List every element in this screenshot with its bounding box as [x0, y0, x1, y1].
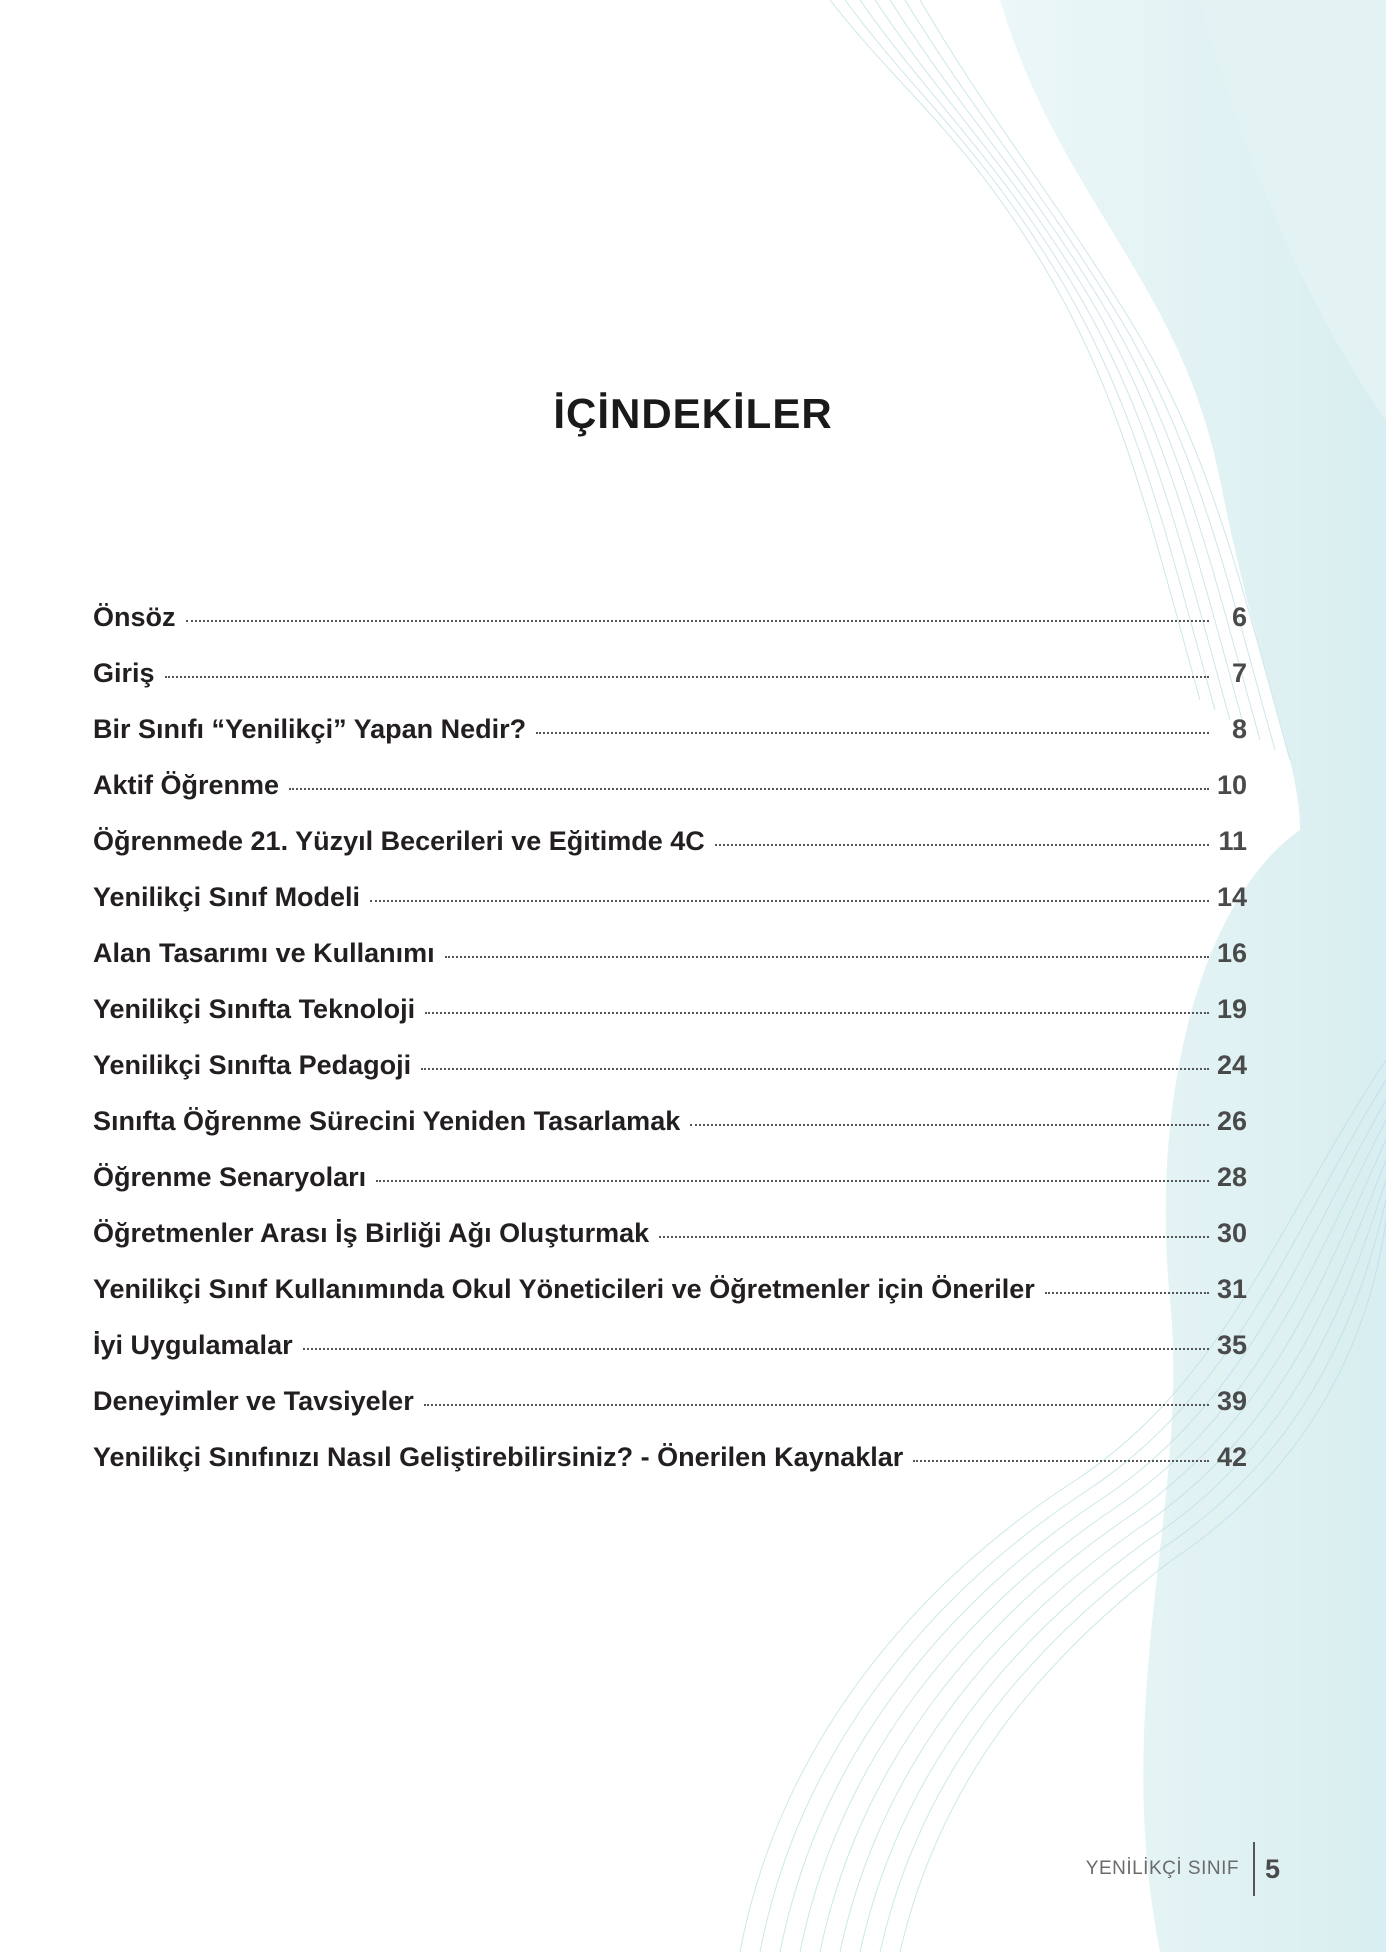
toc-dot-leader: [289, 788, 1209, 790]
toc-dot-leader: [913, 1460, 1209, 1462]
toc-entry-label: Önsöz: [93, 602, 176, 632]
toc-entry-page: 14: [1216, 882, 1247, 912]
toc-entry-page: 16: [1216, 938, 1247, 968]
toc-entry-page: 19: [1216, 994, 1247, 1024]
toc-dot-leader: [421, 1068, 1209, 1070]
toc-entry[interactable]: [93, 1386, 1247, 1442]
toc-entry-page: 10: [1216, 770, 1247, 800]
toc-dot-leader: [445, 956, 1209, 958]
page-title: İÇİNDEKİLER: [553, 390, 833, 437]
toc-entry-page: 30: [1216, 1218, 1247, 1248]
toc-dot-leader: [424, 1404, 1209, 1406]
toc-entry-page: 31: [1216, 1274, 1247, 1304]
page-number: 5: [1264, 1853, 1280, 1884]
toc-entry-label: Yenilikçi Sınıfta Pedagoji: [93, 1050, 412, 1080]
toc-entry-label: Yenilikçi Sınıf Kullanımında Okul Yöneticileri ve Öğretmenler için Öneriler: [93, 1274, 1035, 1304]
toc-entry-label: Yenilikçi Sınıf Modeli: [93, 882, 361, 912]
toc-entry-page: 6: [1231, 602, 1247, 632]
toc-entry-page: 7: [1231, 658, 1247, 688]
toc-entry-label: Yenilikçi Sınıfta Teknoloji: [93, 994, 416, 1024]
toc-dot-leader: [659, 1236, 1209, 1238]
toc-entry-label: Giriş: [93, 658, 155, 688]
toc-entry[interactable]: [93, 658, 1247, 714]
toc-entry-page: 24: [1216, 1050, 1247, 1080]
toc-entry[interactable]: [93, 1218, 1247, 1274]
page-footer: [1086, 1844, 1280, 1894]
footer-divider: [1253, 1842, 1255, 1896]
toc-dot-leader: [303, 1348, 1209, 1350]
toc-entry[interactable]: [93, 938, 1247, 994]
toc-dot-leader: [1045, 1292, 1209, 1294]
toc-entry-page: 35: [1216, 1330, 1247, 1360]
toc-entry[interactable]: [93, 1050, 1247, 1106]
toc-entry-page: 11: [1218, 826, 1247, 856]
toc-entry[interactable]: [93, 1162, 1247, 1218]
toc-entry[interactable]: [93, 602, 1247, 658]
toc-entry-page: 39: [1216, 1386, 1247, 1416]
table-of-contents: [93, 602, 1247, 1498]
toc-entry-label: Sınıfta Öğrenme Sürecini Yeniden Tasarlamak: [93, 1106, 681, 1136]
toc-entry[interactable]: [93, 714, 1247, 770]
toc-entry[interactable]: [93, 1442, 1247, 1498]
toc-dot-leader: [186, 620, 1209, 622]
toc-entry-label: Öğrenmede 21. Yüzyıl Becerileri ve Eğitimde 4C: [93, 826, 705, 856]
toc-entry-page: 28: [1216, 1162, 1247, 1192]
toc-entry-label: Öğrenme Senaryoları: [93, 1162, 367, 1192]
toc-entry[interactable]: [93, 826, 1247, 882]
toc-entry-page: 42: [1216, 1442, 1247, 1472]
toc-dot-leader: [690, 1124, 1209, 1126]
toc-entry[interactable]: [93, 882, 1247, 938]
toc-entry-label: Deneyimler ve Tavsiyeler: [93, 1386, 414, 1416]
toc-entry-label: Bir Sınıfı “Yenilikçi” Yapan Nedir?: [93, 714, 527, 744]
toc-entry-label: Aktif Öğrenme: [93, 770, 280, 800]
toc-dot-leader: [536, 732, 1209, 734]
toc-entry[interactable]: [93, 1106, 1247, 1162]
toc-entry-label: İyi Uygulamalar: [93, 1330, 293, 1360]
toc-entry[interactable]: [93, 1330, 1247, 1386]
toc-entry[interactable]: [93, 994, 1247, 1050]
toc-entry-label: Alan Tasarımı ve Kullanımı: [93, 938, 435, 968]
toc-dot-leader: [715, 844, 1209, 846]
toc-entry[interactable]: [93, 1274, 1247, 1330]
footer-brand: YENİLİKÇİ SINIF: [1085, 1858, 1239, 1879]
toc-dot-leader: [376, 1180, 1209, 1182]
toc-entry[interactable]: [93, 770, 1247, 826]
toc-entry-label: Öğretmenler Arası İş Birliği Ağı Oluşturmak: [93, 1218, 650, 1248]
toc-entry-page: 26: [1216, 1106, 1247, 1136]
toc-entry-page: 8: [1231, 714, 1247, 744]
toc-dot-leader: [165, 676, 1209, 678]
toc-entry-label: Yenilikçi Sınıfınızı Nasıl Geliştirebilirsiniz? - Önerilen Kaynaklar: [93, 1442, 904, 1472]
toc-dot-leader: [425, 1012, 1209, 1014]
toc-dot-leader: [370, 900, 1209, 902]
